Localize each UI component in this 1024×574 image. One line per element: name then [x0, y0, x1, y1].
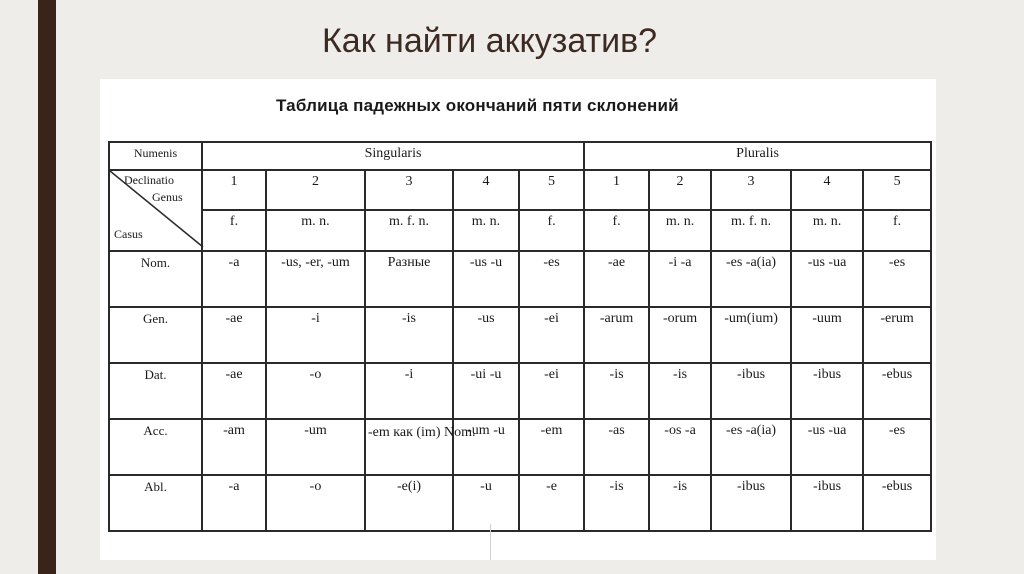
declension-number: 3 [365, 170, 453, 210]
ending-cell: -ibus [791, 475, 863, 531]
ending-cell: -is [584, 363, 649, 419]
ending-cell: -a [202, 251, 266, 307]
scan-artifact-line [490, 524, 491, 560]
gender-label: m. f. n. [365, 210, 453, 251]
table-row [109, 475, 931, 531]
ending-cell: -a [202, 475, 266, 531]
slide-title: Как найти аккузатив? [322, 22, 658, 60]
numenis-header: Numenis [109, 142, 202, 170]
declension-number: 2 [266, 170, 365, 210]
genus-label: Genus [152, 190, 183, 204]
ending-cell: -ibus [711, 363, 791, 419]
ending-cell: -is [365, 307, 453, 363]
declension-number: 1 [202, 170, 266, 210]
decorative-left-bar [38, 0, 56, 574]
ending-cell: -es [863, 251, 931, 307]
case-name: Dat. [109, 363, 202, 419]
ending-cell: -um -u [453, 419, 519, 475]
ending-cell: -ei [519, 363, 584, 419]
gender-label: m. n. [453, 210, 519, 251]
ending-cell: -us, -er, -um [266, 251, 365, 307]
ending-cell: -ae [584, 251, 649, 307]
ending-cell: -o [266, 363, 365, 419]
table-row [109, 419, 931, 475]
gender-label: f. [863, 210, 931, 251]
ending-cell: -is [584, 475, 649, 531]
ending-cell: -ae [202, 363, 266, 419]
table-row [109, 251, 931, 307]
ending-cell: -em [519, 419, 584, 475]
declension-number: 5 [863, 170, 931, 210]
casus-label: Casus [114, 227, 143, 241]
gender-label: f. [584, 210, 649, 251]
declension-number: 5 [519, 170, 584, 210]
ending-cell: -us -ua [791, 251, 863, 307]
singularis-header: Singularis [202, 142, 584, 170]
ending-cell: -os -a [649, 419, 711, 475]
case-name: Acc. [109, 419, 202, 475]
corner-header [109, 170, 202, 251]
ending-cell: -ebus [863, 363, 931, 419]
gender-label: m. n. [266, 210, 365, 251]
ending-cell: -es -a(ia) [711, 419, 791, 475]
gender-label: m. f. n. [711, 210, 791, 251]
ending-cell: -i -a [649, 251, 711, 307]
ending-cell: -is [649, 363, 711, 419]
case-name: Abl. [109, 475, 202, 531]
ending-cell: -ibus [711, 475, 791, 531]
ending-cell: -ei [519, 307, 584, 363]
ending-cell: -uum [791, 307, 863, 363]
table-heading: Таблица падежных окончаний пяти склонений [276, 96, 679, 115]
gender-label: f. [202, 210, 266, 251]
declension-table [108, 141, 932, 532]
ending-cell: -e [519, 475, 584, 531]
table-row [109, 363, 931, 419]
ending-cell: Разные [365, 251, 453, 307]
ending-cell: -erum [863, 307, 931, 363]
ending-cell: -as [584, 419, 649, 475]
ending-cell: -ebus [863, 475, 931, 531]
ending-cell: -um(ium) [711, 307, 791, 363]
gender-label: m. n. [791, 210, 863, 251]
ending-cell: -orum [649, 307, 711, 363]
ending-cell: -i [365, 363, 453, 419]
ending-cell: -es -a(ia) [711, 251, 791, 307]
declension-number: 4 [791, 170, 863, 210]
ending-cell: -us [453, 307, 519, 363]
case-name: Nom. [109, 251, 202, 307]
table-row [109, 307, 931, 363]
ending-cell: -es [863, 419, 931, 475]
ending-cell: -u [453, 475, 519, 531]
ending-cell: -ae [202, 307, 266, 363]
ending-cell: -o [266, 475, 365, 531]
ending-cell: -em как (im) Nom. [365, 419, 453, 475]
ending-cell: -i [266, 307, 365, 363]
ending-cell: -us -u [453, 251, 519, 307]
declension-table-image [100, 79, 936, 560]
declinatio-label: Declinatio [124, 173, 174, 187]
gender-label: m. n. [649, 210, 711, 251]
declension-number: 4 [453, 170, 519, 210]
ending-cell: -us -ua [791, 419, 863, 475]
declension-number: 2 [649, 170, 711, 210]
declension-number: 1 [584, 170, 649, 210]
ending-cell: -um [266, 419, 365, 475]
declension-number: 3 [711, 170, 791, 210]
ending-cell: -e(i) [365, 475, 453, 531]
ending-cell: -ibus [791, 363, 863, 419]
ending-cell: -ui -u [453, 363, 519, 419]
gender-label: f. [519, 210, 584, 251]
ending-cell: -am [202, 419, 266, 475]
ending-cell: -is [649, 475, 711, 531]
ending-cell: -es [519, 251, 584, 307]
case-name: Gen. [109, 307, 202, 363]
pluralis-header: Pluralis [584, 142, 931, 170]
ending-cell: -arum [584, 307, 649, 363]
